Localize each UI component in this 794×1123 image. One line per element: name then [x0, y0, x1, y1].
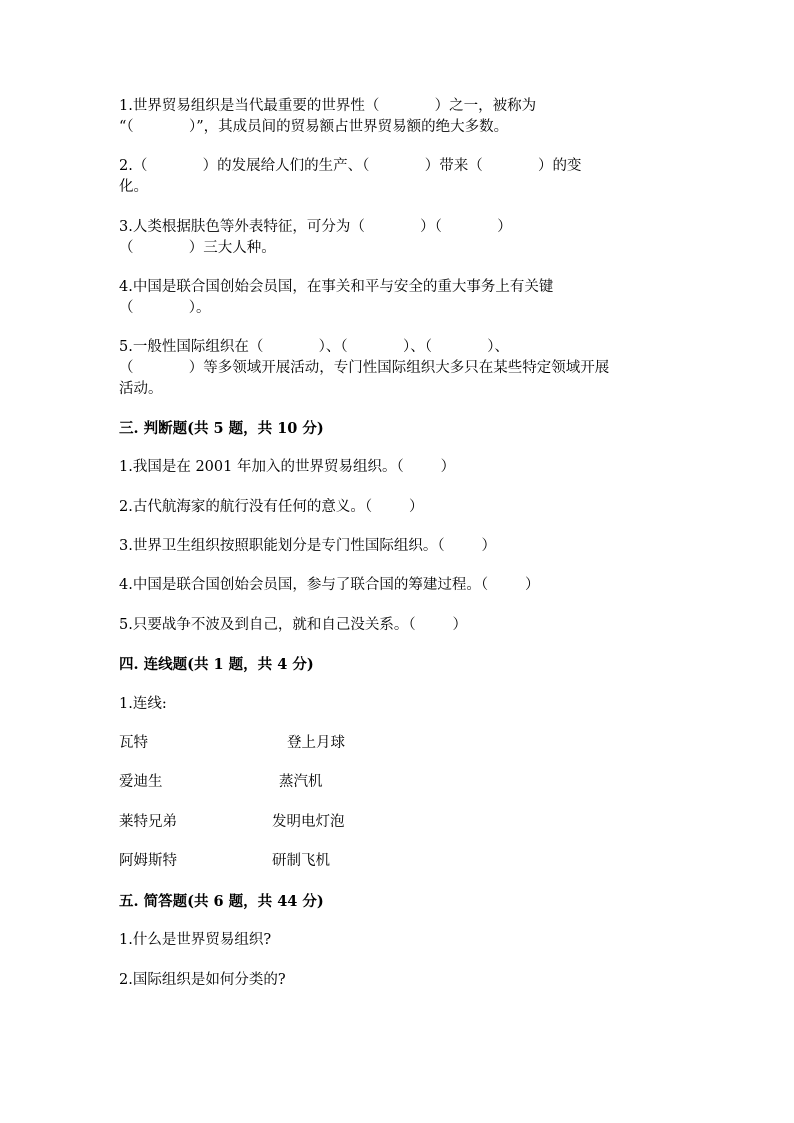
section-heading-matching: 四. 连线题(共 1 题，共 4 分): [119, 656, 314, 673]
section-heading-short-answer: 五. 简答题(共 6 题，共 44 分): [119, 893, 324, 910]
matching-left-1[interactable]: 瓦特: [119, 735, 148, 751]
fill-q2-line2: 化。: [119, 179, 148, 195]
fill-q5-line2: （ ）等多领域开展活动，专门性国际组织大多只在某些特定领域开展: [119, 360, 610, 376]
tf-item-2: 2.古代航海家的航行没有任何的意义。（ ）: [119, 499, 424, 515]
matching-left-4[interactable]: 阿姆斯特: [119, 853, 177, 869]
fill-q2-line1: 2.（ ）的发展给人们的生产、（ ）带来（ ）的变: [119, 158, 582, 174]
fill-q4-line1: 4.中国是联合国创始会员国，在事关和平与安全的重大事务上有关键: [119, 279, 554, 295]
matching-prompt: 1.连线:: [119, 696, 167, 712]
fill-q1-line2: “（ ）”，其成员间的贸易额占世界贸易额的绝大多数。: [119, 119, 509, 135]
matching-right-2[interactable]: 蒸汽机: [279, 774, 323, 790]
matching-left-2[interactable]: 爱迪生: [119, 774, 163, 790]
matching-right-1[interactable]: 登上月球: [287, 735, 345, 751]
tf-item-3: 3.世界卫生组织按照职能划分是专门性国际组织。（ ）: [119, 538, 496, 554]
sa-item-1: 1.什么是世界贸易组织?: [119, 932, 272, 948]
section-heading-true-false: 三. 判断题(共 5 题，共 10 分): [119, 420, 324, 437]
tf-item-5: 5.只要战争不波及到自己，就和自己没关系。（ ）: [119, 617, 467, 633]
matching-right-3[interactable]: 发明电灯泡: [272, 814, 345, 830]
matching-right-4[interactable]: 研制飞机: [272, 853, 330, 869]
fill-q3-line1: 3.人类根据肤色等外表特征，可分为（ ）（ ）: [119, 219, 512, 235]
tf-item-1: 1.我国是在 2001 年加入的世界贸易组织。（ ）: [119, 459, 456, 475]
matching-left-3[interactable]: 莱特兄弟: [119, 814, 177, 830]
sa-item-2: 2.国际组织是如何分类的?: [119, 972, 286, 988]
fill-q1-line1: 1.世界贸易组织是当代最重要的世界性（ ）之一，被称为: [119, 98, 537, 114]
fill-q4-line2: （ ）。: [119, 300, 211, 316]
fill-q5-line1: 5.一般性国际组织在（ ）、（ ）、（ ）、: [119, 339, 510, 355]
fill-q5-line3: 活动。: [119, 381, 163, 397]
fill-q3-line2: （ ）三大人种。: [119, 240, 276, 256]
tf-item-4: 4.中国是联合国创始会员国，参与了联合国的筹建过程。（ ）: [119, 577, 540, 593]
